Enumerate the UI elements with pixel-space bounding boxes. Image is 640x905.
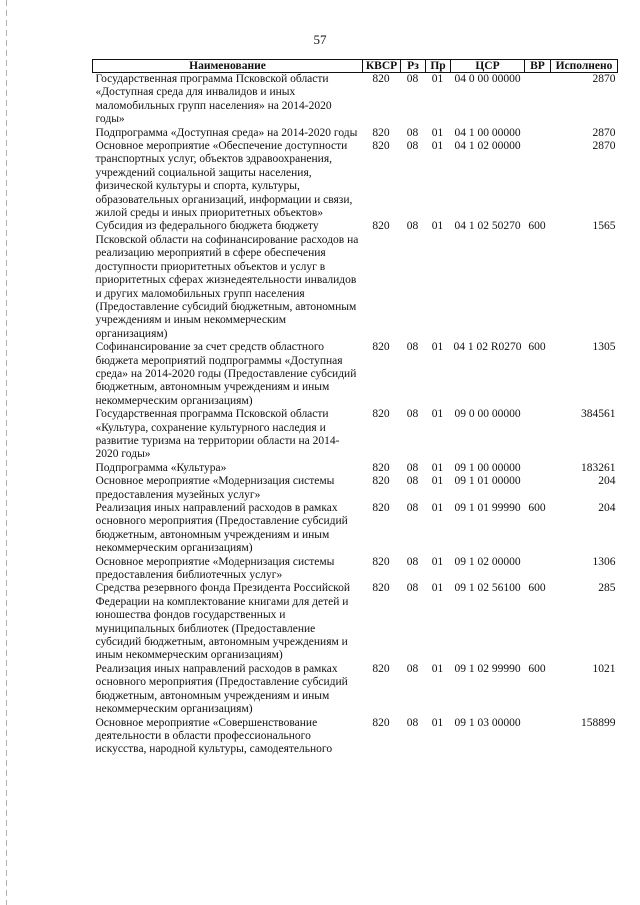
- row-csr: 04 1 02 00000: [454, 140, 521, 153]
- row-kvsr: 820: [372, 662, 390, 675]
- table-row: [93, 556, 618, 583]
- table-row: [93, 341, 618, 408]
- row-name: Субсидия из федерального бюджета бюджету Псковской области на софинансирование расходов на реализацию мероприятий в сфере обеспечения доступности приоритетных объектов и услуг в приоритетных сферах жизнедеятельности инвалидов и других маломобильных групп населения (Предоставление субсидий бюджетным, автономным учреждениям и иным некоммерческим организациям): [95, 220, 359, 340]
- row-vr: [525, 73, 551, 127]
- row-csr: 09 1 02 00000: [454, 555, 521, 568]
- row-ispolneno: 204: [598, 502, 616, 514]
- row-rz: 08: [406, 341, 419, 354]
- row-name: Подпрограмма «Доступная среда» на 2014-2020 годы: [95, 126, 358, 139]
- table-row: [93, 73, 618, 127]
- row-ispolneno: 1021: [592, 662, 616, 675]
- row-ispolneno: 158899: [581, 716, 616, 729]
- row-vr: [525, 140, 551, 220]
- table-header: [93, 60, 618, 73]
- row-csr: 09 0 00 00000: [454, 408, 521, 421]
- row-ispolneno: 2870: [592, 140, 616, 153]
- row-name: Государственная программа Псковской области «Культура, сохранение культурного наследия и развитие туризма на территории области на 2014-2020 годы»: [95, 408, 340, 461]
- row-csr: 04 1 00 00000: [454, 126, 521, 139]
- row-vr: 600: [528, 220, 546, 233]
- header-vr: ВР: [525, 60, 551, 73]
- header-name: Наименование: [93, 60, 363, 73]
- row-csr: 04 1 02 R0270: [453, 341, 522, 354]
- row-name: Средства резервного фонда Президента Российской Федерации на комплектование книгами для детей и юношества фондов государственных и муниципальных библиотек (Предоставление субсидий бюджетным, автономным учреждениям и иным некоммерческим организациям): [95, 582, 351, 662]
- row-ispolneno: 1565: [592, 220, 616, 233]
- row-rz: 08: [406, 716, 419, 729]
- row-rz: 08: [406, 73, 419, 85]
- row-kvsr: 820: [372, 555, 390, 568]
- row-vr: 600: [528, 341, 546, 354]
- row-name: Основное мероприятие «Совершенствование деятельности в области профессионального искусства, народной культуры, самодеятельного: [95, 716, 333, 756]
- row-pr: 01: [431, 461, 444, 474]
- row-csr: 09 1 01 00000: [454, 475, 521, 488]
- table-row: [93, 475, 618, 502]
- page-number: 57: [313, 32, 327, 47]
- row-kvsr: 820: [372, 140, 390, 153]
- header-kvsr: КВСР: [363, 60, 401, 73]
- table-row: [93, 502, 618, 556]
- row-csr: 09 1 03 00000: [454, 716, 521, 729]
- table-row: [93, 220, 618, 341]
- table-row: [93, 408, 618, 462]
- row-kvsr: 820: [372, 716, 390, 729]
- row-name: Подпрограмма «Культура»: [95, 461, 227, 474]
- row-vr: 600: [528, 502, 546, 514]
- row-ispolneno: 2870: [592, 126, 616, 139]
- row-pr: 01: [431, 341, 444, 354]
- table-row: [93, 582, 618, 662]
- row-vr: [525, 475, 551, 502]
- row-name: Основное мероприятие «Обеспечение доступности транспортных услуг, объектов здравоохранения, учреждений социальной защиты населения, физической культуры и спорта, культуры, образовательных организаций, информации и связи, жилой среды и иных приоритетных объектов»: [95, 140, 353, 220]
- row-pr: 01: [431, 220, 444, 233]
- row-pr: 01: [431, 408, 444, 421]
- row-rz: 08: [406, 461, 419, 474]
- row-rz: 08: [406, 582, 419, 595]
- row-vr: [525, 127, 551, 140]
- row-pr: 01: [431, 555, 444, 568]
- row-kvsr: 820: [372, 408, 390, 421]
- row-name: Основное мероприятие «Модернизация системы предоставления музейных услуг»: [95, 475, 335, 501]
- row-pr: 01: [431, 716, 444, 729]
- row-ispolneno: 384561: [581, 408, 616, 421]
- row-vr: 600: [528, 662, 546, 675]
- row-ispolneno: 1305: [592, 341, 616, 354]
- budget-table: [92, 59, 618, 757]
- row-name: Основное мероприятие «Модернизация системы предоставления библиотечных услуг»: [95, 555, 335, 582]
- row-pr: 01: [431, 73, 444, 85]
- row-pr: 01: [431, 475, 444, 488]
- row-kvsr: 820: [372, 126, 390, 139]
- row-pr: 01: [431, 662, 444, 675]
- table-row: [93, 140, 618, 220]
- row-name: Государственная программа Псковской области «Доступная среда для инвалидов и иных маломобильных групп населения» на 2014-2020 годы»: [95, 73, 332, 126]
- row-ispolneno: 1306: [592, 555, 616, 568]
- row-ispolneno: 2870: [592, 73, 616, 85]
- header-csr: ЦСР: [451, 60, 525, 73]
- row-vr: 600: [528, 582, 546, 595]
- row-csr: 04 0 00 00000: [454, 73, 521, 85]
- row-vr: [525, 462, 551, 475]
- row-kvsr: 820: [372, 461, 390, 474]
- row-vr: [525, 717, 551, 757]
- row-kvsr: 820: [372, 475, 390, 488]
- row-kvsr: 820: [372, 73, 390, 85]
- row-pr: 01: [431, 502, 444, 514]
- table-row: [93, 717, 618, 757]
- row-rz: 08: [406, 662, 419, 675]
- row-csr: 09 1 00 00000: [454, 461, 521, 474]
- header-ispolneno: Исполнено: [551, 60, 618, 73]
- row-rz: 08: [406, 126, 419, 139]
- row-rz: 08: [406, 140, 419, 153]
- row-rz: 08: [406, 475, 419, 488]
- row-pr: 01: [431, 140, 444, 153]
- row-rz: 08: [406, 220, 419, 233]
- row-kvsr: 820: [372, 502, 390, 514]
- header-pr: Пр: [426, 60, 451, 73]
- header-rz: Рз: [401, 60, 426, 73]
- row-vr: [525, 556, 551, 583]
- table-row: [93, 663, 618, 717]
- row-name: Реализация иных направлений расходов в рамках основного мероприятия (Предоставление субсидий бюджетным, автономным учреждениям и иным некоммерческим организациям): [95, 502, 348, 555]
- row-rz: 08: [406, 502, 419, 514]
- row-ispolneno: 204: [598, 475, 616, 488]
- table-body: [93, 73, 618, 757]
- row-kvsr: 820: [372, 341, 390, 354]
- row-ispolneno: 285: [598, 582, 616, 595]
- row-pr: 01: [431, 126, 444, 139]
- row-vr: [525, 408, 551, 462]
- scan-edge-artifact: [6, 0, 7, 905]
- row-name: Реализация иных направлений расходов в рамках основного мероприятия (Предоставление субсидий бюджетным, автономным учреждениям и иным некоммерческим организациям): [95, 662, 348, 716]
- row-ispolneno: 183261: [581, 461, 616, 474]
- row-rz: 08: [406, 408, 419, 421]
- table-row: [93, 127, 618, 140]
- row-kvsr: 820: [372, 582, 390, 595]
- row-csr: 04 1 02 50270: [454, 220, 521, 233]
- row-rz: 08: [406, 555, 419, 568]
- row-kvsr: 820: [372, 220, 390, 233]
- row-pr: 01: [431, 582, 444, 595]
- row-name: Софинансирование за счет средств областного бюджета мероприятий подпрограммы «Доступная среда» на 2014-2020 годы (Предоставление субсидий бюджетным, автономным учреждениям и иным некоммерческим организациям): [95, 341, 357, 407]
- row-csr: 09 1 02 56100: [454, 582, 521, 595]
- row-csr: 09 1 02 99990: [454, 662, 521, 675]
- table-row: [93, 462, 618, 475]
- row-csr: 09 1 01 99990: [454, 502, 521, 514]
